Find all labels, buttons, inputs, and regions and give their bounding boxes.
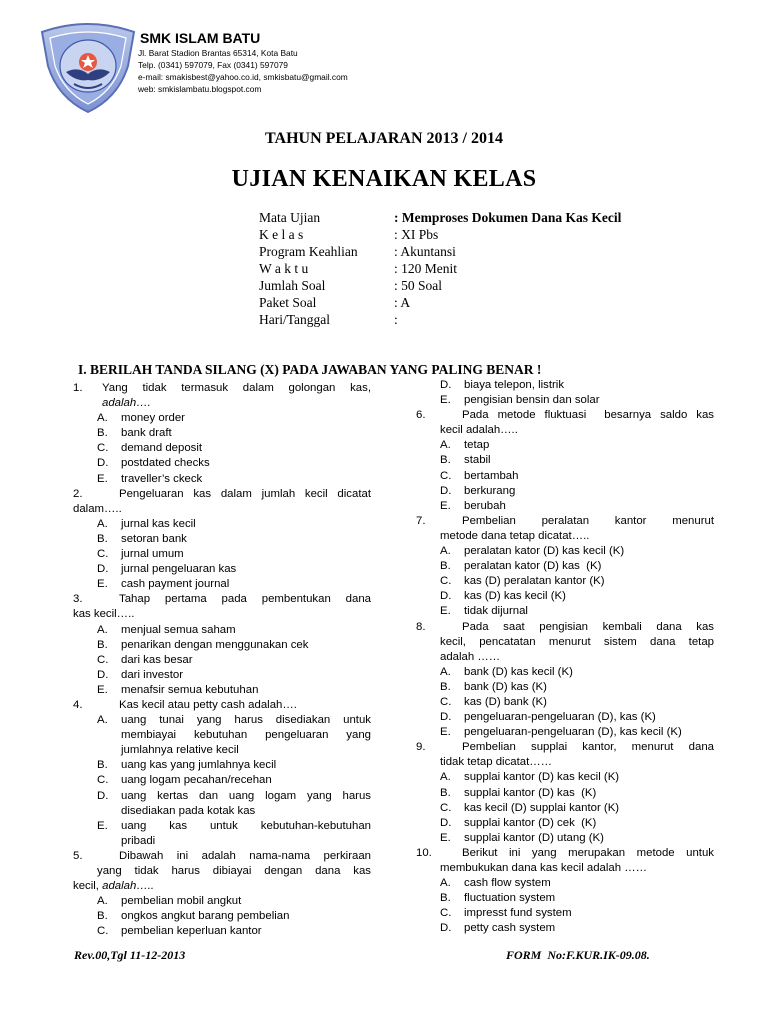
- question-number: 2.: [73, 487, 83, 500]
- exam-title: UJIAN KENAIKAN KELAS: [231, 166, 537, 192]
- answer-option[interactable]: [416, 831, 714, 846]
- option-text: menjual semua saham: [121, 623, 236, 636]
- info-label: Paket Soal: [259, 295, 317, 310]
- question-column-right: [416, 378, 714, 936]
- answer-option[interactable]: [73, 517, 371, 532]
- question: [73, 592, 371, 622]
- question-text: Tahap pertama pada pembentukan dana: [119, 593, 371, 606]
- school-website: web: smkislambatu.blogspot.com: [138, 84, 262, 94]
- option-letter: A.: [440, 877, 451, 890]
- question-column-left: [73, 381, 371, 939]
- option-letter: B.: [97, 638, 108, 651]
- option-text: pengeluaran-pengeluaran (D), kas (K): [464, 711, 656, 724]
- option-letter: D.: [440, 379, 452, 391]
- option-text: berkurang: [464, 484, 516, 497]
- answer-option[interactable]: [73, 426, 371, 441]
- question: [416, 408, 714, 438]
- question-text: Yang tidak termasuk dalam golongan kas,: [102, 382, 371, 394]
- option-letter: E.: [97, 819, 108, 832]
- info-value: : XI Pbs: [394, 227, 439, 242]
- option-letter: C.: [440, 907, 452, 920]
- option-letter: D.: [97, 457, 109, 470]
- option-text: impresst fund system: [464, 907, 572, 920]
- answer-option[interactable]: [73, 547, 371, 562]
- option-text: money order: [121, 412, 185, 425]
- option-letter: A.: [440, 665, 451, 678]
- option-text: jumlahnya relative kecil: [121, 744, 239, 757]
- answer-option[interactable]: [416, 770, 714, 785]
- option-letter: E.: [97, 472, 108, 485]
- answer-option[interactable]: [416, 438, 714, 453]
- info-value: : Memproses Dokumen Dana Kas Kecil: [394, 210, 622, 225]
- option-letter: D.: [440, 484, 452, 497]
- question-text: Dibawah ini adalah nama-nama perkiraan: [119, 849, 371, 862]
- answer-option[interactable]: [416, 801, 714, 816]
- option-letter: C.: [440, 695, 452, 708]
- answer-option[interactable]: [416, 453, 714, 468]
- question-text: Pada saat pengisian kembali dana kas: [462, 620, 714, 633]
- option-text: uang kas untuk kebutuhan-kebutuhan: [121, 819, 371, 832]
- option-text: supplai kantor (D) cek (K): [464, 816, 597, 829]
- answer-option[interactable]: [416, 559, 714, 574]
- option-letter: D.: [97, 563, 109, 576]
- option-text: kas kecil (D) supplai kantor (K): [464, 801, 620, 814]
- option-text: penarikan dengan menggunakan cek: [121, 638, 309, 651]
- answer-option[interactable]: [416, 921, 714, 936]
- option-text: uang tunai yang harus disediakan untuk: [121, 714, 371, 727]
- answer-option[interactable]: [416, 710, 714, 725]
- option-text: pribadi: [121, 834, 156, 847]
- option-text: kas (D) peralatan kantor (K): [464, 575, 605, 588]
- answer-option[interactable]: [73, 532, 371, 547]
- option-letter: B.: [97, 427, 108, 440]
- question-number: 7.: [416, 514, 426, 527]
- option-letter: C.: [97, 442, 109, 455]
- school-phone: Telp. (0341) 597079, Fax (0341) 597079: [138, 60, 288, 70]
- question: [73, 849, 371, 894]
- option-letter: A.: [440, 771, 451, 784]
- question-text: membukukan dana kas kecil adalah ……: [440, 862, 648, 874]
- option-text: bertambah: [464, 469, 519, 482]
- option-letter: D.: [97, 789, 109, 802]
- answer-option[interactable]: [416, 544, 714, 559]
- option-letter: C.: [440, 469, 452, 482]
- answer-option[interactable]: [416, 695, 714, 710]
- question-text: tidak tetap dicatat……: [440, 756, 553, 769]
- option-text: setoran bank: [121, 532, 187, 545]
- info-label: Hari/Tanggal: [259, 312, 331, 327]
- option-text: supplai kantor (D) kas (K): [464, 786, 597, 799]
- answer-option[interactable]: [416, 665, 714, 680]
- option-letter: E.: [97, 578, 108, 591]
- info-label: Program Keahlian: [259, 244, 358, 259]
- question-text: metode dana tetap dicatat…..: [440, 529, 590, 542]
- info-value: : Akuntansi: [394, 244, 456, 259]
- option-letter: C.: [97, 774, 109, 787]
- answer-option[interactable]: [73, 683, 371, 698]
- school-name: SMK ISLAM BATU: [140, 30, 261, 46]
- answer-option[interactable]: [416, 680, 714, 695]
- info-value: : 120 Menit: [394, 261, 457, 276]
- answer-option[interactable]: [73, 638, 371, 653]
- answer-option[interactable]: [73, 894, 371, 909]
- option-text: supplai kantor (D) kas kecil (K): [464, 771, 620, 784]
- option-letter: E.: [440, 605, 451, 618]
- option-text: pembelian keperluan kantor: [121, 925, 262, 938]
- answer-option[interactable]: [73, 758, 371, 773]
- question: [416, 846, 714, 876]
- academic-year: TAHUN PELAJARAN 2013 / 2014: [265, 130, 503, 147]
- question: [416, 514, 714, 544]
- option-text: membiayai kebutuhan pengeluaran yang: [121, 729, 371, 742]
- question-text: Pembelian supplai kantor, menurut dana: [462, 741, 714, 754]
- option-text: pengisian bensin dan solar: [464, 394, 600, 407]
- answer-option[interactable]: [73, 653, 371, 668]
- question-text: dalam…..: [73, 502, 122, 515]
- answer-option[interactable]: [73, 819, 371, 849]
- option-text: uang kertas dan uang logam yang harus: [121, 789, 371, 802]
- question-text: adalah….: [102, 397, 151, 410]
- option-text: biaya telepon, listrik: [464, 379, 565, 391]
- question-number: 6.: [416, 409, 426, 422]
- option-letter: D.: [440, 922, 452, 935]
- option-letter: A.: [97, 412, 108, 425]
- option-text: kas (D) kas kecil (K): [464, 590, 566, 603]
- answer-option[interactable]: [73, 924, 371, 939]
- option-text: fluctuation system: [464, 892, 556, 905]
- question-number: 10.: [416, 846, 432, 859]
- question-text: Kas kecil atau petty cash adalah….: [119, 698, 297, 711]
- option-letter: E.: [440, 726, 451, 739]
- option-letter: C.: [440, 801, 452, 814]
- option-text: ongkos angkut barang pembelian: [121, 910, 290, 923]
- option-letter: B.: [440, 680, 451, 693]
- answer-option[interactable]: [416, 786, 714, 801]
- option-letter: E.: [440, 499, 451, 512]
- question: [416, 740, 714, 770]
- answer-option[interactable]: [416, 891, 714, 906]
- answer-option[interactable]: [73, 909, 371, 924]
- answer-option[interactable]: [73, 773, 371, 788]
- answer-option[interactable]: [416, 378, 714, 393]
- question-text: Pada metode fluktuasi besarnya saldo kas: [462, 409, 714, 422]
- answer-option[interactable]: [416, 484, 714, 499]
- question-text: kecil adalah…..: [440, 424, 518, 437]
- option-text: peralatan kator (D) kas kecil (K): [464, 545, 625, 558]
- option-letter: B.: [440, 560, 451, 573]
- info-label: K e l a s: [259, 227, 304, 242]
- question-number: 8.: [416, 620, 426, 633]
- option-text: uang kas yang jumlahnya kecil: [121, 759, 277, 772]
- question-number: 5.: [73, 849, 83, 862]
- option-letter: A.: [97, 623, 108, 636]
- question-text-part: adalah…..: [102, 880, 155, 893]
- question-number: 4.: [73, 698, 83, 711]
- option-letter: C.: [440, 575, 452, 588]
- option-text: pengeluaran-pengeluaran (D), kas kecil (K): [464, 726, 682, 739]
- option-letter: E.: [97, 683, 108, 696]
- option-letter: C.: [97, 925, 109, 938]
- info-label: W a k t u: [259, 261, 309, 276]
- answer-option[interactable]: [73, 577, 371, 592]
- option-letter: D.: [440, 590, 452, 603]
- question-text: Berikut ini yang merupakan metode untuk: [462, 846, 714, 859]
- section-instruction: I. BERILAH TANDA SILANG (X) PADA JAWABAN YANG PALING BENAR !: [78, 362, 542, 377]
- option-text: peralatan kator (D) kas (K): [464, 560, 602, 573]
- info-value: : 50 Soal: [394, 278, 443, 293]
- answer-option[interactable]: [73, 411, 371, 426]
- question: [73, 381, 371, 411]
- answer-option[interactable]: [73, 623, 371, 638]
- answer-option[interactable]: [73, 789, 371, 819]
- question-number: 1.: [73, 382, 83, 394]
- option-letter: B.: [97, 910, 108, 923]
- option-text: jurnal umum: [121, 548, 184, 561]
- option-letter: A.: [440, 439, 451, 452]
- question-text: Pengeluaran kas dalam jumlah kecil dicatat: [119, 487, 371, 500]
- option-letter: A.: [440, 545, 451, 558]
- footer-form-number: FORM No:F.KUR.IK-09.08.: [506, 948, 650, 962]
- question-text-part: kecil,: [73, 880, 103, 893]
- question-text: kas kecil…..: [73, 608, 135, 621]
- option-text: supplai kantor (D) utang (K): [464, 831, 604, 844]
- option-text: demand deposit: [121, 442, 203, 455]
- question-text: kecil, pencatatan menurut sistem dana tetap: [440, 635, 714, 648]
- answer-option[interactable]: [416, 876, 714, 891]
- question-text: yang tidak harus dibiayai dengan dana kas: [97, 865, 371, 877]
- question: [73, 698, 371, 713]
- answer-option[interactable]: [73, 562, 371, 577]
- answer-option[interactable]: [416, 499, 714, 514]
- option-letter: B.: [440, 892, 451, 905]
- option-text: bank (D) kas (K): [464, 680, 547, 693]
- question-text: [73, 879, 371, 894]
- option-text: uang logam pecahan/recehan: [121, 774, 272, 787]
- option-letter: D.: [440, 711, 452, 724]
- option-letter: E.: [440, 831, 451, 844]
- question-text: adalah ……: [440, 650, 501, 663]
- option-letter: C.: [97, 653, 109, 666]
- answer-option[interactable]: [416, 393, 714, 408]
- option-text: cash payment journal: [121, 578, 230, 591]
- option-text: menafsir semua kebutuhan: [121, 683, 259, 696]
- option-text: pembelian mobil angkut: [121, 895, 242, 908]
- school-email: e-mail: smakisbest@yahoo.co.id, smkisbatu@gmail.com: [138, 72, 348, 82]
- school-address: Jl. Barat Stadion Brantas 65314, Kota Batu: [138, 48, 298, 58]
- option-text: berubah: [464, 499, 506, 512]
- option-text: dari investor: [121, 668, 184, 681]
- option-letter: D.: [440, 816, 452, 829]
- option-letter: D.: [97, 668, 109, 681]
- option-text: dari kas besar: [121, 653, 193, 666]
- info-value: : A: [394, 295, 411, 310]
- option-text: traveller’s ckeck: [121, 472, 203, 485]
- answer-option[interactable]: [416, 906, 714, 921]
- option-letter: B.: [440, 786, 451, 799]
- option-text: cash flow system: [464, 877, 551, 890]
- option-text: kas (D) bank (K): [464, 695, 547, 708]
- option-text: bank (D) kas kecil (K): [464, 665, 573, 678]
- option-text: stabil: [464, 454, 491, 467]
- option-letter: B.: [440, 454, 451, 467]
- option-text: bank draft: [121, 427, 172, 440]
- option-letter: E.: [440, 394, 451, 407]
- question: [73, 487, 371, 517]
- option-letter: C.: [97, 548, 109, 561]
- question-number: 9.: [416, 741, 426, 754]
- info-label: Mata Ujian: [259, 210, 321, 225]
- option-letter: A.: [97, 895, 108, 908]
- answer-option[interactable]: [416, 816, 714, 831]
- question-number: 3.: [73, 593, 83, 606]
- option-letter: A.: [97, 714, 108, 727]
- question: [416, 620, 714, 665]
- option-text: petty cash system: [464, 922, 556, 935]
- info-label: Jumlah Soal: [259, 278, 326, 293]
- option-text: tidak dijurnal: [464, 605, 528, 618]
- answer-option[interactable]: [416, 589, 714, 604]
- answer-option[interactable]: [416, 604, 714, 619]
- option-letter: B.: [97, 759, 108, 772]
- option-text: jurnal pengeluaran kas: [121, 563, 237, 576]
- footer-revision: Rev.00,Tgl 11-12-2013: [74, 948, 186, 962]
- info-value: :: [394, 312, 398, 327]
- answer-option[interactable]: [73, 441, 371, 456]
- answer-option[interactable]: [416, 574, 714, 589]
- option-text: jurnal kas kecil: [121, 517, 196, 530]
- answer-option[interactable]: [73, 713, 371, 758]
- answer-option[interactable]: [73, 456, 371, 471]
- option-text: tetap: [464, 439, 490, 452]
- option-text: postdated checks: [121, 457, 210, 470]
- option-letter: A.: [97, 517, 108, 530]
- option-text: disediakan pada kotak kas: [121, 804, 256, 817]
- option-letter: B.: [97, 532, 108, 545]
- school-logo: [38, 22, 138, 114]
- question-text: Pembelian peralatan kantor menurut: [462, 514, 714, 527]
- answer-option[interactable]: [416, 469, 714, 484]
- answer-option[interactable]: [416, 725, 714, 740]
- answer-option[interactable]: [73, 472, 371, 487]
- answer-option[interactable]: [73, 668, 371, 683]
